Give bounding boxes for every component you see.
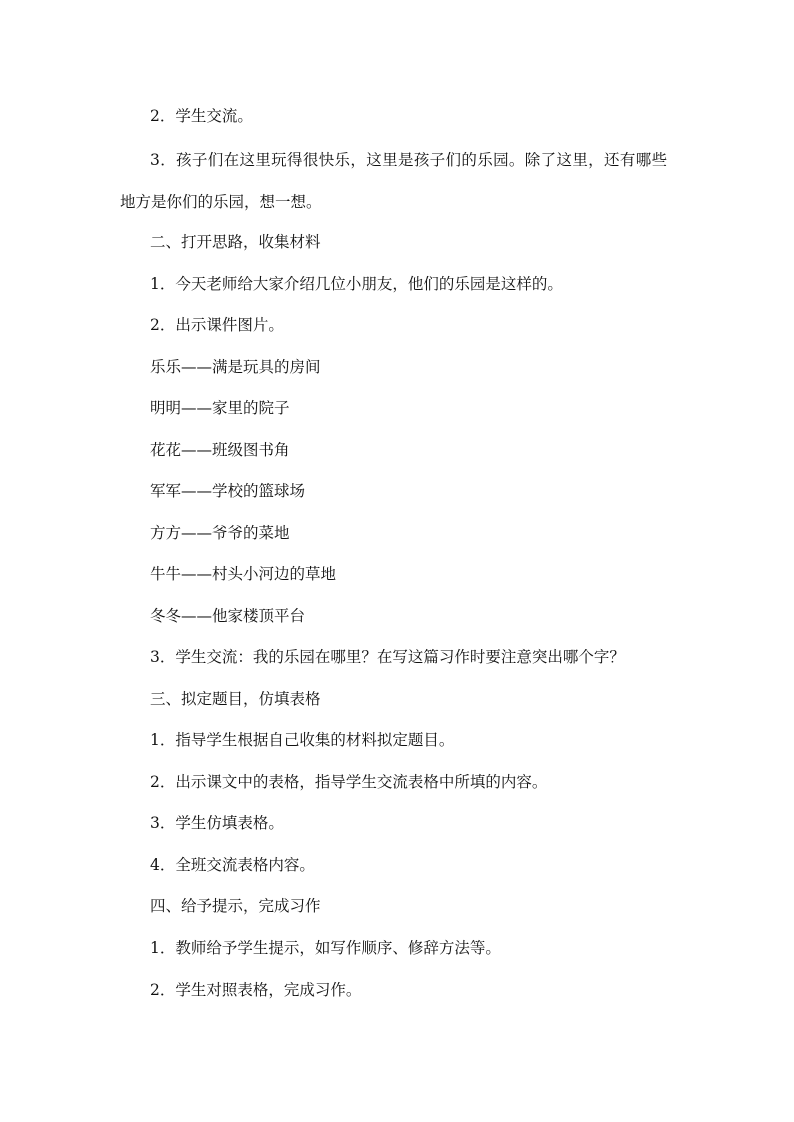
paragraph-line: 3．孩子们在这里玩得很快乐，这里是孩子们的乐园。除了这里，还有哪些 <box>150 151 668 169</box>
paragraph-line: 1．指导学生根据自己收集的材料拟定题目。 <box>150 731 455 749</box>
paragraph-line: 2．出示课件图片。 <box>150 316 284 334</box>
list-item: 乐乐——满是玩具的房间 <box>150 358 321 376</box>
list-item: 牛牛——村头小河边的草地 <box>150 565 337 583</box>
paragraph-line: 2．学生交流。 <box>150 107 253 125</box>
section-heading: 四、给予提示，完成习作 <box>150 897 321 915</box>
list-item: 方方——爷爷的菜地 <box>150 524 290 542</box>
paragraph-line: 4．全班交流表格内容。 <box>150 856 315 874</box>
paragraph-line: 2．出示课文中的表格，指导学生交流表格中所填的内容。 <box>150 773 548 791</box>
list-item: 军军——学校的篮球场 <box>150 482 306 500</box>
paragraph-line: 1．教师给予学生提示，如写作顺序、修辞方法等。 <box>150 939 501 957</box>
paragraph-line: 2．学生对照表格，完成习作。 <box>150 981 362 999</box>
list-item: 花花——班级图书角 <box>150 441 290 459</box>
list-item: 冬冬——他家楼顶平台 <box>150 607 306 625</box>
paragraph-line: 1．今天老师给大家介绍几位小朋友，他们的乐园是这样的。 <box>150 275 563 293</box>
section-heading: 二、打开思路，收集材料 <box>150 233 321 251</box>
section-heading: 三、拟定题目，仿填表格 <box>150 690 321 708</box>
paragraph-line: 3．学生仿填表格。 <box>150 814 284 832</box>
list-item: 明明——家里的院子 <box>150 399 290 417</box>
paragraph-line: 地方是你们的乐园，想一想。 <box>120 193 322 211</box>
paragraph-line: 3．学生交流：我的乐园在哪里？在写这篇习作时要注意突出哪个字？ <box>150 648 625 666</box>
